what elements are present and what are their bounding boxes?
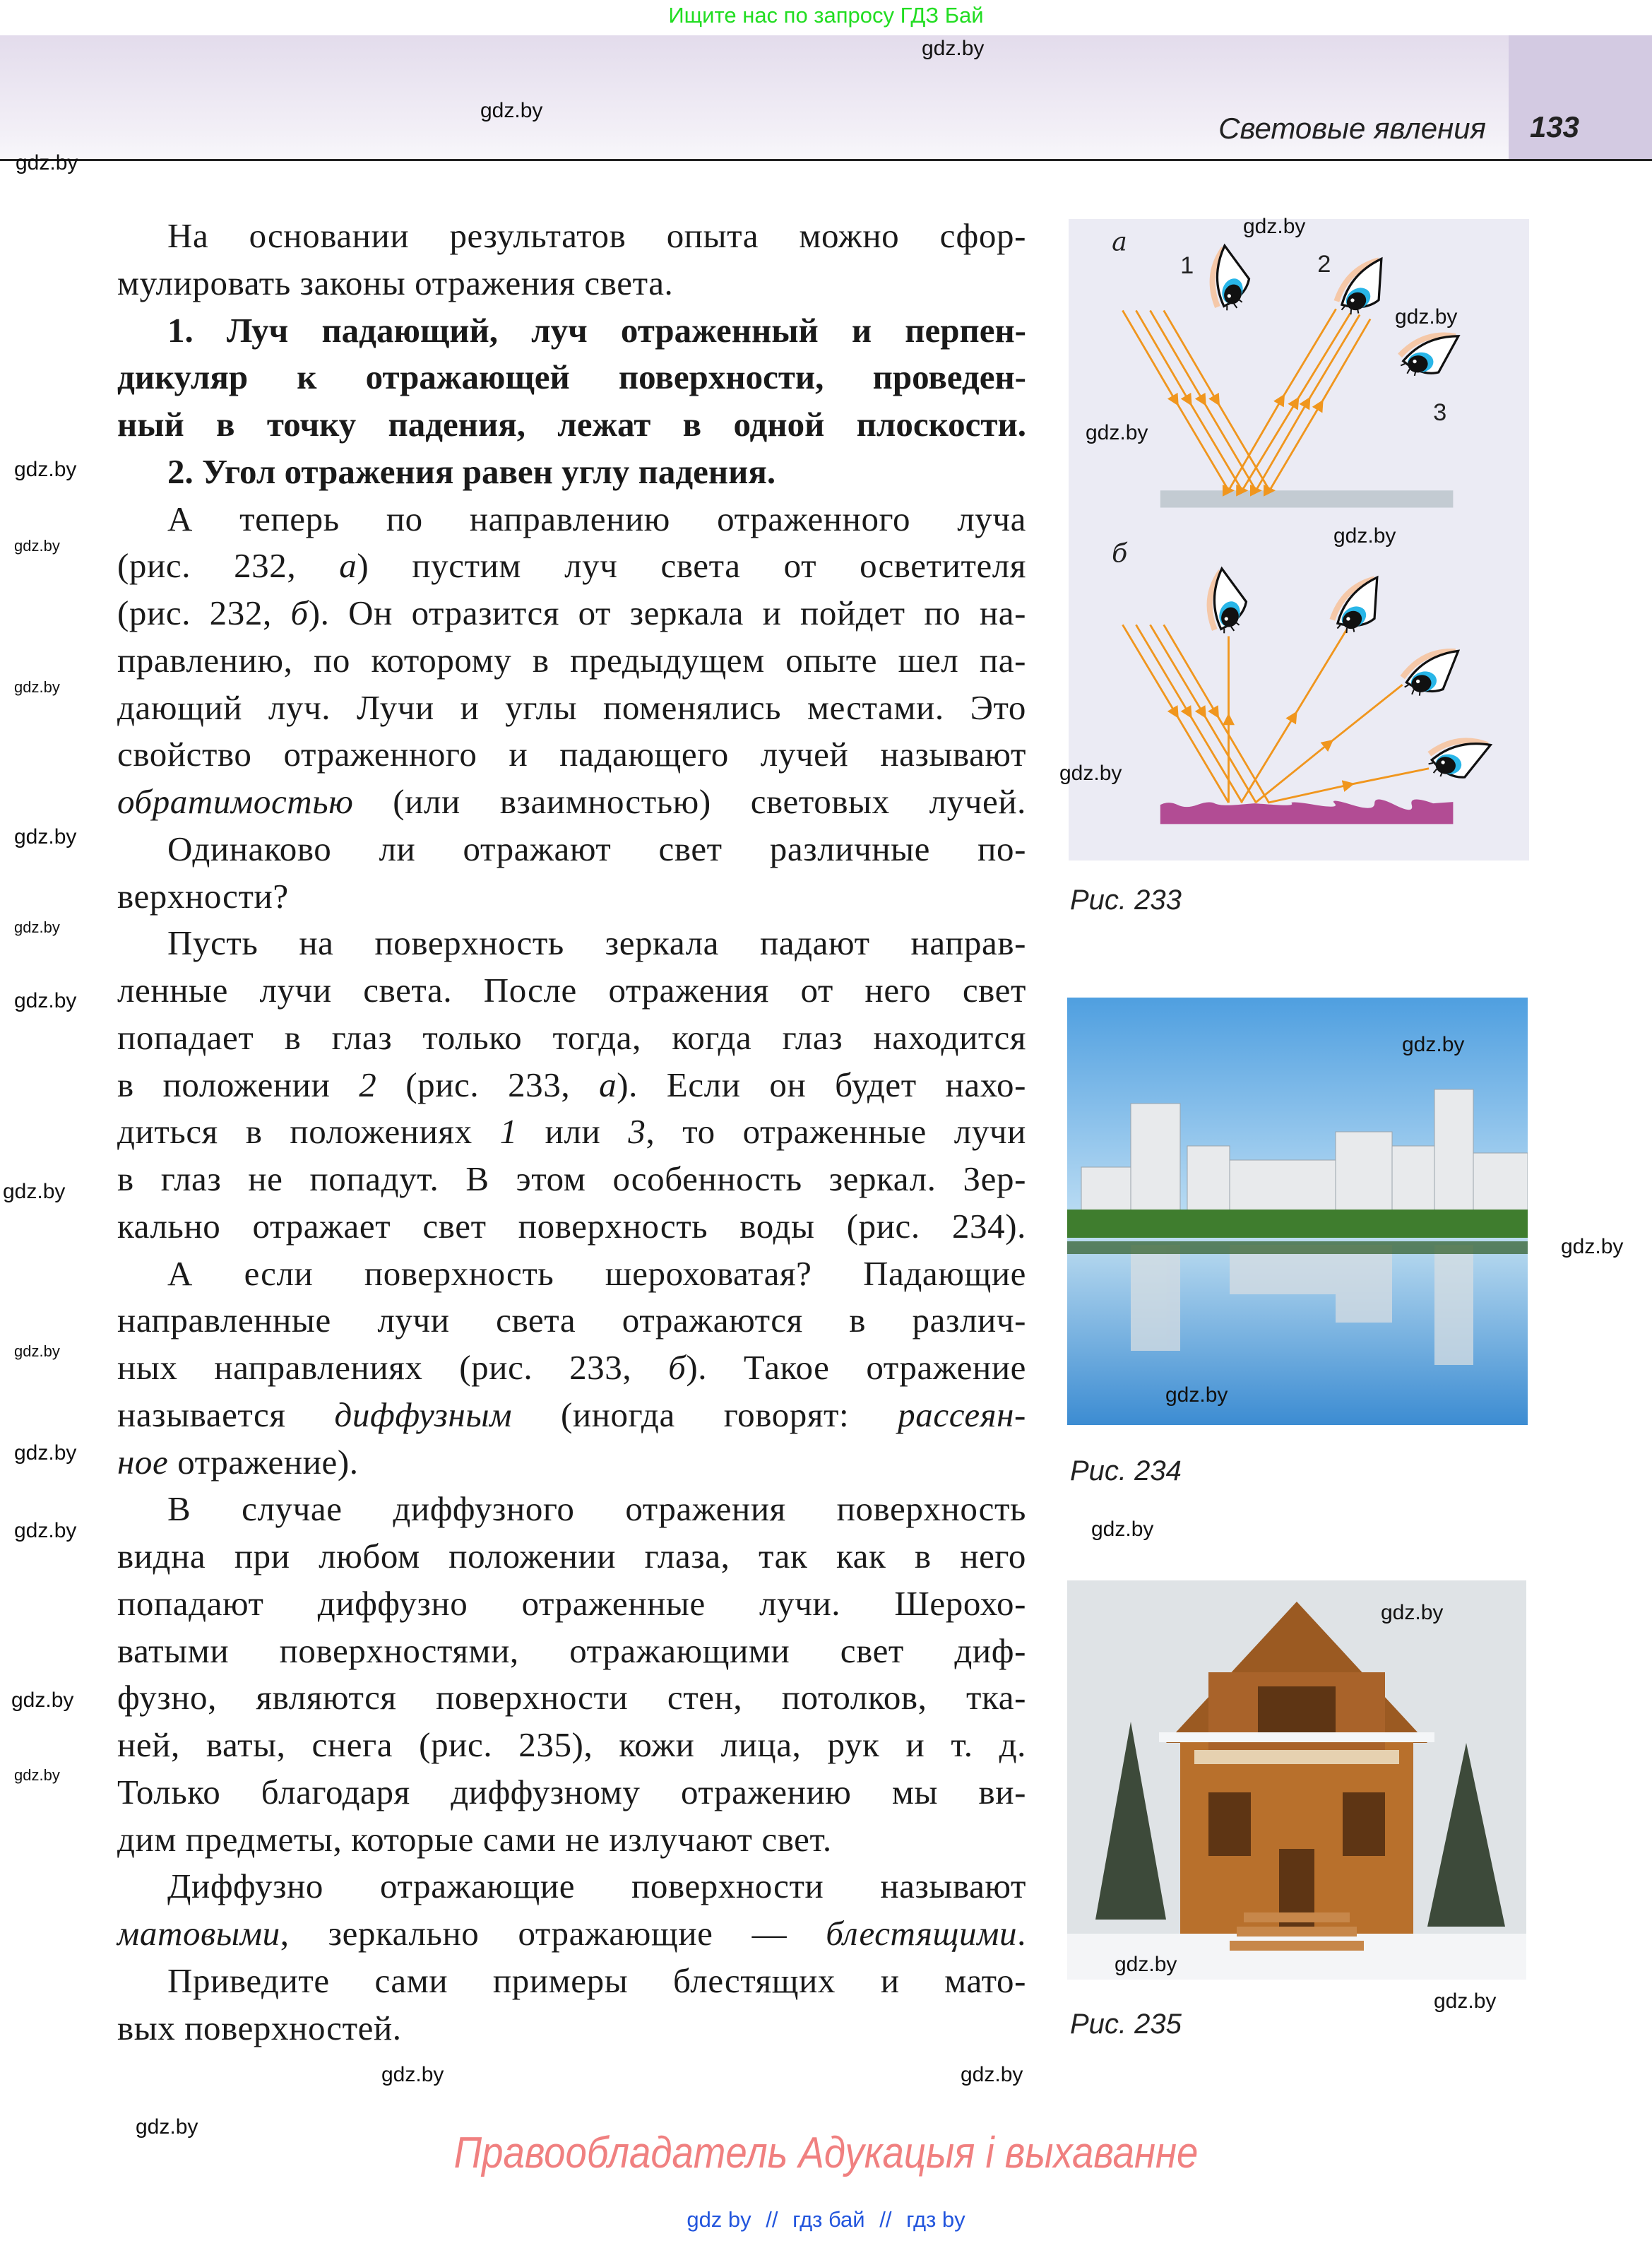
text-run: (рис. 233, (376, 1065, 600, 1104)
eye-icon (1324, 575, 1395, 638)
figure-234-city-reflection-photo (1067, 998, 1528, 1425)
text-run: кально отражает свет поверхность воды (рис. 234). (117, 1206, 1026, 1246)
italic-term: б (290, 593, 309, 632)
italic-term: блестящими (826, 1914, 1018, 1953)
text-line (167, 1488, 1026, 1530)
text-run: (иногда говорят: (512, 1395, 898, 1434)
watermark-text: gdz.by (1561, 1235, 1624, 1258)
italic-term: 3 (628, 1112, 646, 1152)
text-line (117, 687, 1026, 729)
text-run: дикуляр к отражающей поверхности, проведен- (117, 357, 1026, 397)
watermark-text: gdz.by (1086, 421, 1148, 444)
text-run: ней, ваты, снега (рис. 235), кожи лица, рук и т. д. (117, 1725, 1026, 1764)
watermark-text: gdz.by (1243, 215, 1306, 238)
text-run: ). Он отразится от зеркала и пойдет по на- (308, 593, 1026, 632)
wooden-house-photo (1067, 1580, 1526, 1980)
eye-label-3: 3 (1433, 399, 1447, 427)
text-line (117, 1724, 1026, 1766)
text-run: , зеркально отражающие — (280, 1914, 826, 1953)
text-run: (или взаимностью) световых лучей. (353, 782, 1026, 821)
watermark-text: gdz.by (14, 918, 60, 936)
text-run: Одинаково ли отражают свет различные по- (167, 829, 1026, 868)
copyright-notice: Правообладатель Адукацыя і выхаванне (453, 2129, 1199, 2177)
text-run: . (1017, 1914, 1026, 1953)
text-run: , то отраженные лучи (646, 1112, 1026, 1152)
text-line (117, 1299, 1026, 1342)
text-run: диться в положениях (117, 1112, 500, 1152)
text-line (117, 1441, 1026, 1484)
text-line (117, 262, 1026, 304)
text-line (167, 309, 1026, 352)
watermark-text: gdz.by (1395, 305, 1458, 329)
footer-link-gdz-bai[interactable]: гдз бай (792, 2207, 865, 2232)
watermark-text: gdz.by (1091, 1518, 1154, 1541)
text-line (117, 1394, 1026, 1436)
city-water-photo (1067, 998, 1528, 1425)
mirror-surface (1160, 490, 1454, 507)
text-run: 1. Луч падающий, луч отраженный и перпен- (167, 310, 1026, 350)
text-run: свойство отраженного и падающего лучей называют (117, 735, 1026, 774)
watermark-text: gdz.by (11, 1689, 74, 1712)
text-line (117, 403, 1026, 446)
figure-235-wooden-house-photo (1067, 1580, 1526, 1980)
text-line (117, 592, 1026, 634)
text-line (167, 922, 1026, 964)
watermark-text: gdz.by (922, 37, 985, 60)
header-rule (0, 159, 1652, 161)
italic-term: а (339, 546, 357, 586)
watermark-text: gdz.by (14, 678, 60, 696)
text-line (167, 1253, 1026, 1295)
text-line (117, 1677, 1026, 1719)
footer-separator: // (879, 2207, 892, 2232)
text-line (117, 1535, 1026, 1578)
text-run: или (517, 1112, 629, 1152)
text-line (117, 1583, 1026, 1625)
watermark-text: gdz.by (1434, 1989, 1497, 2013)
text-line (117, 781, 1026, 823)
text-run: Приведите сами примеры блестящих и мато- (167, 1961, 1026, 2000)
mirror-rays (1122, 309, 1370, 490)
watermark-text: gdz.by (480, 99, 543, 122)
rough-surface (1160, 800, 1454, 824)
italic-term: ное (117, 1442, 169, 1482)
text-line (117, 875, 1026, 918)
text-line (167, 215, 1026, 257)
text-run: А если поверхность шероховатая? Падающие (167, 1253, 1026, 1293)
italic-term: матовыми (117, 1914, 280, 1953)
text-line (117, 1205, 1026, 1248)
text-run: дим предметы, которые сами не излучают свет. (117, 1819, 832, 1859)
figure-233-reflection-diagram (1069, 219, 1529, 861)
watermark-text: gdz.by (1115, 1953, 1177, 1976)
footer-link-gdz-by[interactable]: gdz by (687, 2207, 751, 2232)
text-run: Пусть на поверхность зеркала падают направ- (167, 923, 1026, 963)
watermark-text: gdz.by (1402, 1033, 1465, 1056)
text-run: В случае диффузного отражения поверхность (167, 1489, 1026, 1529)
footer-links (0, 2207, 1652, 2233)
watermark-text: gdz.by (14, 989, 77, 1012)
text-line (117, 733, 1026, 776)
text-line (117, 1017, 1026, 1059)
text-line (167, 1960, 1026, 2002)
figure-233-caption: Рис. 233 (1070, 885, 1182, 916)
watermark-text: gdz.by (14, 1342, 60, 1360)
part-a-label: а (1112, 226, 1127, 257)
italic-term: а (599, 1065, 617, 1104)
text-run: фузно, являются поверхности стен, потолков, тка- (117, 1678, 1026, 1717)
text-run: Только благодаря диффузному отражению мы ви- (117, 1772, 1026, 1811)
text-line (167, 1865, 1026, 1908)
text-line (117, 2007, 1026, 2050)
text-run: отражение). (168, 1442, 359, 1482)
italic-term: рассеян- (898, 1395, 1026, 1434)
text-run: мулировать законы отражения света. (117, 263, 674, 302)
text-run: ных направлениях (рис. 233, (117, 1348, 669, 1387)
text-run: ) пустим луч света от осветителя (357, 546, 1026, 586)
text-line (117, 1819, 1026, 1861)
text-run: ). Такое отражение (686, 1348, 1026, 1387)
text-run: ный в точку падения, лежат в одной плоскости. (117, 405, 1026, 444)
eye-icon (1202, 245, 1259, 314)
text-run: вых поверхностей. (117, 2008, 402, 2047)
text-line (117, 1064, 1026, 1106)
section-title: Световые явления (1218, 112, 1486, 145)
footer-link-gdz-by-2[interactable]: гдз by (906, 2207, 965, 2232)
diffuse-rays (1122, 625, 1429, 803)
text-run: ). Если он будет нахо- (617, 1065, 1026, 1104)
watermark-text: gdz.by (16, 151, 78, 175)
text-line (117, 969, 1026, 1012)
eye-icon (1399, 649, 1466, 698)
watermark-text: gdz.by (14, 458, 77, 481)
text-run: (рис. 232, (117, 593, 291, 632)
text-run: попадает в глаз только тогда, когда глаз находится (117, 1017, 1026, 1057)
text-line (117, 1111, 1026, 1153)
text-run: На основании результатов опыта можно сфор- (167, 216, 1026, 255)
text-run: называется (117, 1395, 335, 1434)
text-run: дающий луч. Лучи и углы поменялись местами. Это (117, 687, 1026, 727)
text-line (117, 1771, 1026, 1814)
text-run: в положении (117, 1065, 359, 1104)
text-run: ватыми поверхностями, отражающими свет диф- (117, 1631, 1026, 1670)
text-run: Диффузно отражающие поверхности называют (167, 1867, 1026, 1906)
text-run: правлению, по которому в предыдущем опыте шел па- (117, 640, 1026, 680)
watermark-text: gdz.by (14, 537, 60, 555)
text-line (167, 498, 1026, 540)
watermark-text: gdz.by (14, 1766, 60, 1784)
italic-term: б (668, 1348, 687, 1387)
text-run: направленные лучи света отражаются в различ- (117, 1301, 1026, 1340)
watermark-text: gdz.by (14, 1441, 77, 1465)
watermark-text: gdz.by (1059, 762, 1122, 785)
eye-icon (1398, 333, 1461, 377)
text-run: в глаз не попадут. В этом особенность зеркал. Зер- (117, 1159, 1026, 1198)
text-run: А теперь по направлению отраженного луча (167, 499, 1026, 538)
italic-term: 2 (359, 1065, 377, 1104)
eye-icon (1329, 257, 1399, 320)
text-line (167, 451, 1026, 493)
watermark-text: gdz.by (14, 825, 77, 848)
eye-icon (1427, 738, 1490, 781)
eye-label-1: 1 (1180, 252, 1194, 279)
eye-icon (1199, 568, 1256, 637)
italic-term: обратимостью (117, 782, 354, 821)
text-line (117, 356, 1026, 398)
search-hint-banner: Ищите нас по запросу ГДЗ Бай (668, 3, 984, 28)
figure-234-caption: Рис. 234 (1070, 1455, 1182, 1486)
figure-235-caption: Рис. 235 (1070, 2009, 1182, 2040)
text-line (117, 1630, 1026, 1672)
watermark-text: gdz.by (1165, 1383, 1228, 1407)
text-run: видна при любом положении глаза, так как в него (117, 1537, 1026, 1575)
part-b-label: б (1112, 538, 1128, 569)
text-run: 2. Угол отражения равен углу падения. (167, 451, 776, 491)
watermark-text: gdz.by (961, 2063, 1023, 2086)
text-line (117, 1912, 1026, 1955)
text-run: ленные лучи света. После отражения от него свет (117, 971, 1026, 1010)
eye-label-2: 2 (1317, 250, 1331, 278)
text-run: верхности? (117, 876, 289, 916)
text-run: (рис. 232, (117, 546, 340, 586)
watermark-text: gdz.by (1333, 524, 1396, 548)
page-number: 133 (1529, 110, 1580, 143)
watermark-text: gdz.by (381, 2063, 444, 2086)
text-run: попадают диффузно отраженные лучи. Шерохо- (117, 1583, 1026, 1623)
text-line (117, 545, 1026, 587)
text-line (117, 1347, 1026, 1389)
text-line (167, 828, 1026, 870)
text-line (117, 1158, 1026, 1200)
footer-separator: // (766, 2207, 778, 2232)
watermark-text: gdz.by (136, 2115, 198, 2139)
watermark-text: gdz.by (14, 1519, 77, 1542)
watermark-text: gdz.by (3, 1180, 66, 1203)
reflection-diagram-svg (1069, 219, 1529, 861)
text-line (117, 639, 1026, 682)
watermark-text: gdz.by (1381, 1601, 1444, 1624)
italic-term: диффузным (334, 1395, 513, 1434)
italic-term: 1 (499, 1112, 518, 1152)
